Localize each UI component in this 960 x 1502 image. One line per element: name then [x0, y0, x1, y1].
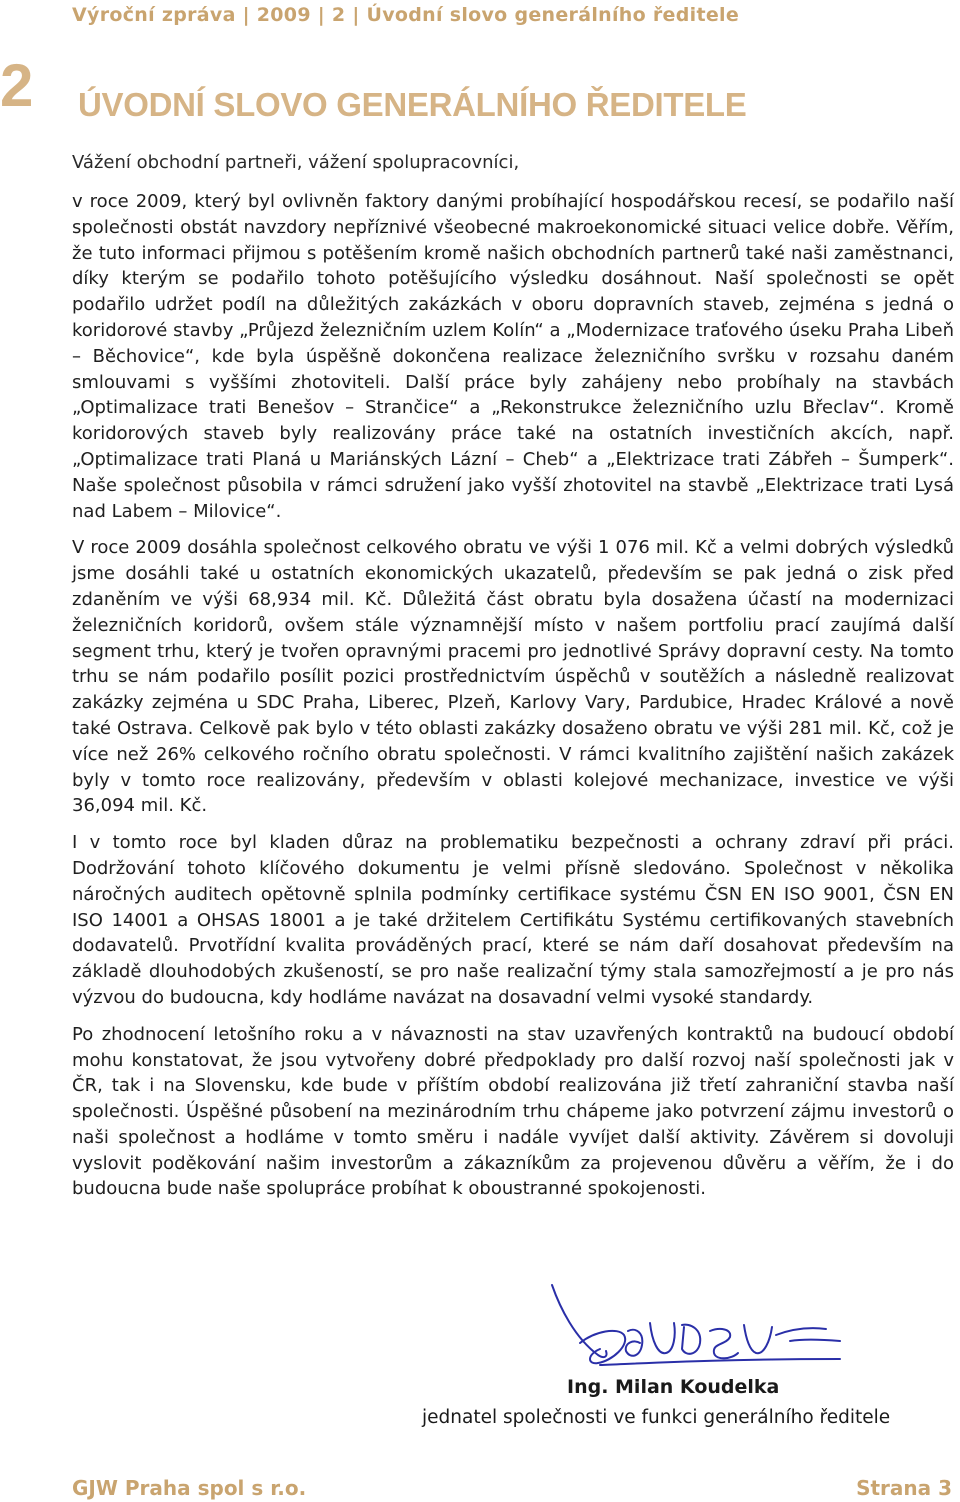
letter-body — [72, 189, 954, 1213]
paragraph-1: v roce 2009, který byl ovlivněn faktory danými probíhající hospodářskou recesí, se podařilo naší společnosti obstát navzdory nepříznivé všeobecné makroekonomické situaci velice dobře. Věřím, že tuto informaci přijmou s potěšením kromě našich obchodních partnerů také naši zaměstnanci, díky kterým se podařilo tohoto potěšujícího výsledku dosáhnout. Naší společnosti se opět podařilo udržet podíl na důležitých zakázkách v oboru dopravních staveb, zejména s jedná o koridorové stavby „Průjezd železničním uzlem Kolín“ a „Modernizace traťového úseku Praha Libeň – Běchovice“, kde byla úspěšně dokončena realizace železničního svršku v rozsahu daném smlouvami s vyššími zhotoviteli. Další práce byly zahájeny nebo probíhaly na stavbách „Optimalizace trati Benešov – Strančice“ a „Rekonstrukce železničního uzlu Břeclav“. Kromě koridorových staveb byly realizovány práce také na ostatních investičních akcích, např. „Optimalizace trati Planá u Mariánských Lázní – Cheb“ a „Elektrizace trati Zábřeh – Šumperk“. Naše společnost působila v rámci sdružení jako vyšší zhotovitel na stavbě „Elektrizace trati Lysá nad Labem – Milovice“. — [72, 191, 954, 522]
footer-company: GJW Praha spol s r.o. — [72, 1476, 307, 1500]
chapter-title: ÚVODNÍ SLOVO GENERÁLNÍHO ŘEDITELE — [78, 86, 747, 123]
footer-page-number: Strana 3 — [856, 1476, 952, 1500]
running-header: Výroční zpráva | 2009 | 2 | Úvodní slovo generálního ředitele — [72, 4, 740, 26]
chapter-number: 2 — [0, 52, 33, 119]
signer-role: jednatel společnosti ve funkci generálního ředitele — [422, 1407, 891, 1428]
letter-greeting: Vážení obchodní partneři, vážení spolupracovníci, — [72, 152, 520, 173]
paragraph-3: I v tomto roce byl kladen důraz na problematiku bezpečnosti a ochrany zdraví při práci. Dodržování tohoto klíčového dokumentu je velmi přísně sledováno. Společnost v několika náročných auditech opětovně splnila podmínky certifikace systému ČSN EN ISO 9001, ČSN EN ISO 14001 a OHSAS 18001 a je také držitelem Certifikátu Systému certifikovaných stavebních dodavatelů. Prvotřídní kvalita prováděných prací, které se nám daří dosahovat především na základě dlouhodobých zkušeností, se pro naše realizační týmy stala samozřejmostí a je pro nás výzvou do budoucna, kdy hodláme navázat na dosavadní velmi vysoké standardy. — [72, 832, 954, 1008]
paragraph-4: Po zhodnocení letošního roku a v návaznosti na stav uzavřených kontraktů na budoucí období mohu konstatovat, že jsou vytvořeny dobré předpoklady pro další rozvoj naší společnosti jak v ČR, tak i na Slovensku, kde bude v příštím období realizována již třetí zahraniční stavba naší společnosti. Úspěšné působení na mezinárodním trhu chápeme jako potvrzení zájmu investorů o naši společnost a hodláme v tomto směru i nadále vyvíjet další aktivity. Závěrem si dovoluji vyslovit poděkování našim investorům a zákazníkům za projevenou důvěru a věřím, že i do budoucna bude naše spolupráce probíhat k oboustranné spokojenosti. — [72, 1023, 954, 1200]
paragraph-2: V roce 2009 dosáhla společnost celkového obratu ve výši 1 076 mil. Kč a velmi dobrých výsledků jsme dosáhli také u ostatních ekonomických ukazatelů, především se pak jedná o zisk před zdaněním ve výši 68,934 mil. Kč. Důležitá část obratu byla dosažena účastí na modernizaci železničních koridorů, ovšem stále významnější místo v našem portfoliu prací zaujímá další segment trhu, který je tvořen opravnými pracemi pro jednotlivé Správy dopravní cesty. Na tomto trhu se nám podařilo posílit pozici prostřednictvím úspěchů v soutěžích a následně realizovat zakázky zejména u SDC Praha, Liberec, Plzeň, Karlovy Vary, Pardubice, Hradec Králové a nově také Ostrava. Celkově pak bylo v této oblasti zakázky dosaženo obratu ve výši 281 mil. Kč, což je více než 26% celkového ročního obratu společnosti. V rámci kvalitního zajištění našich zakázek byly v tomto roce realizovány, především v oblasti kolejové mechanizace, investice ve výši 36,094 mil. Kč. — [72, 537, 954, 817]
signer-name: Ing. Milan Koudelka — [567, 1376, 780, 1398]
